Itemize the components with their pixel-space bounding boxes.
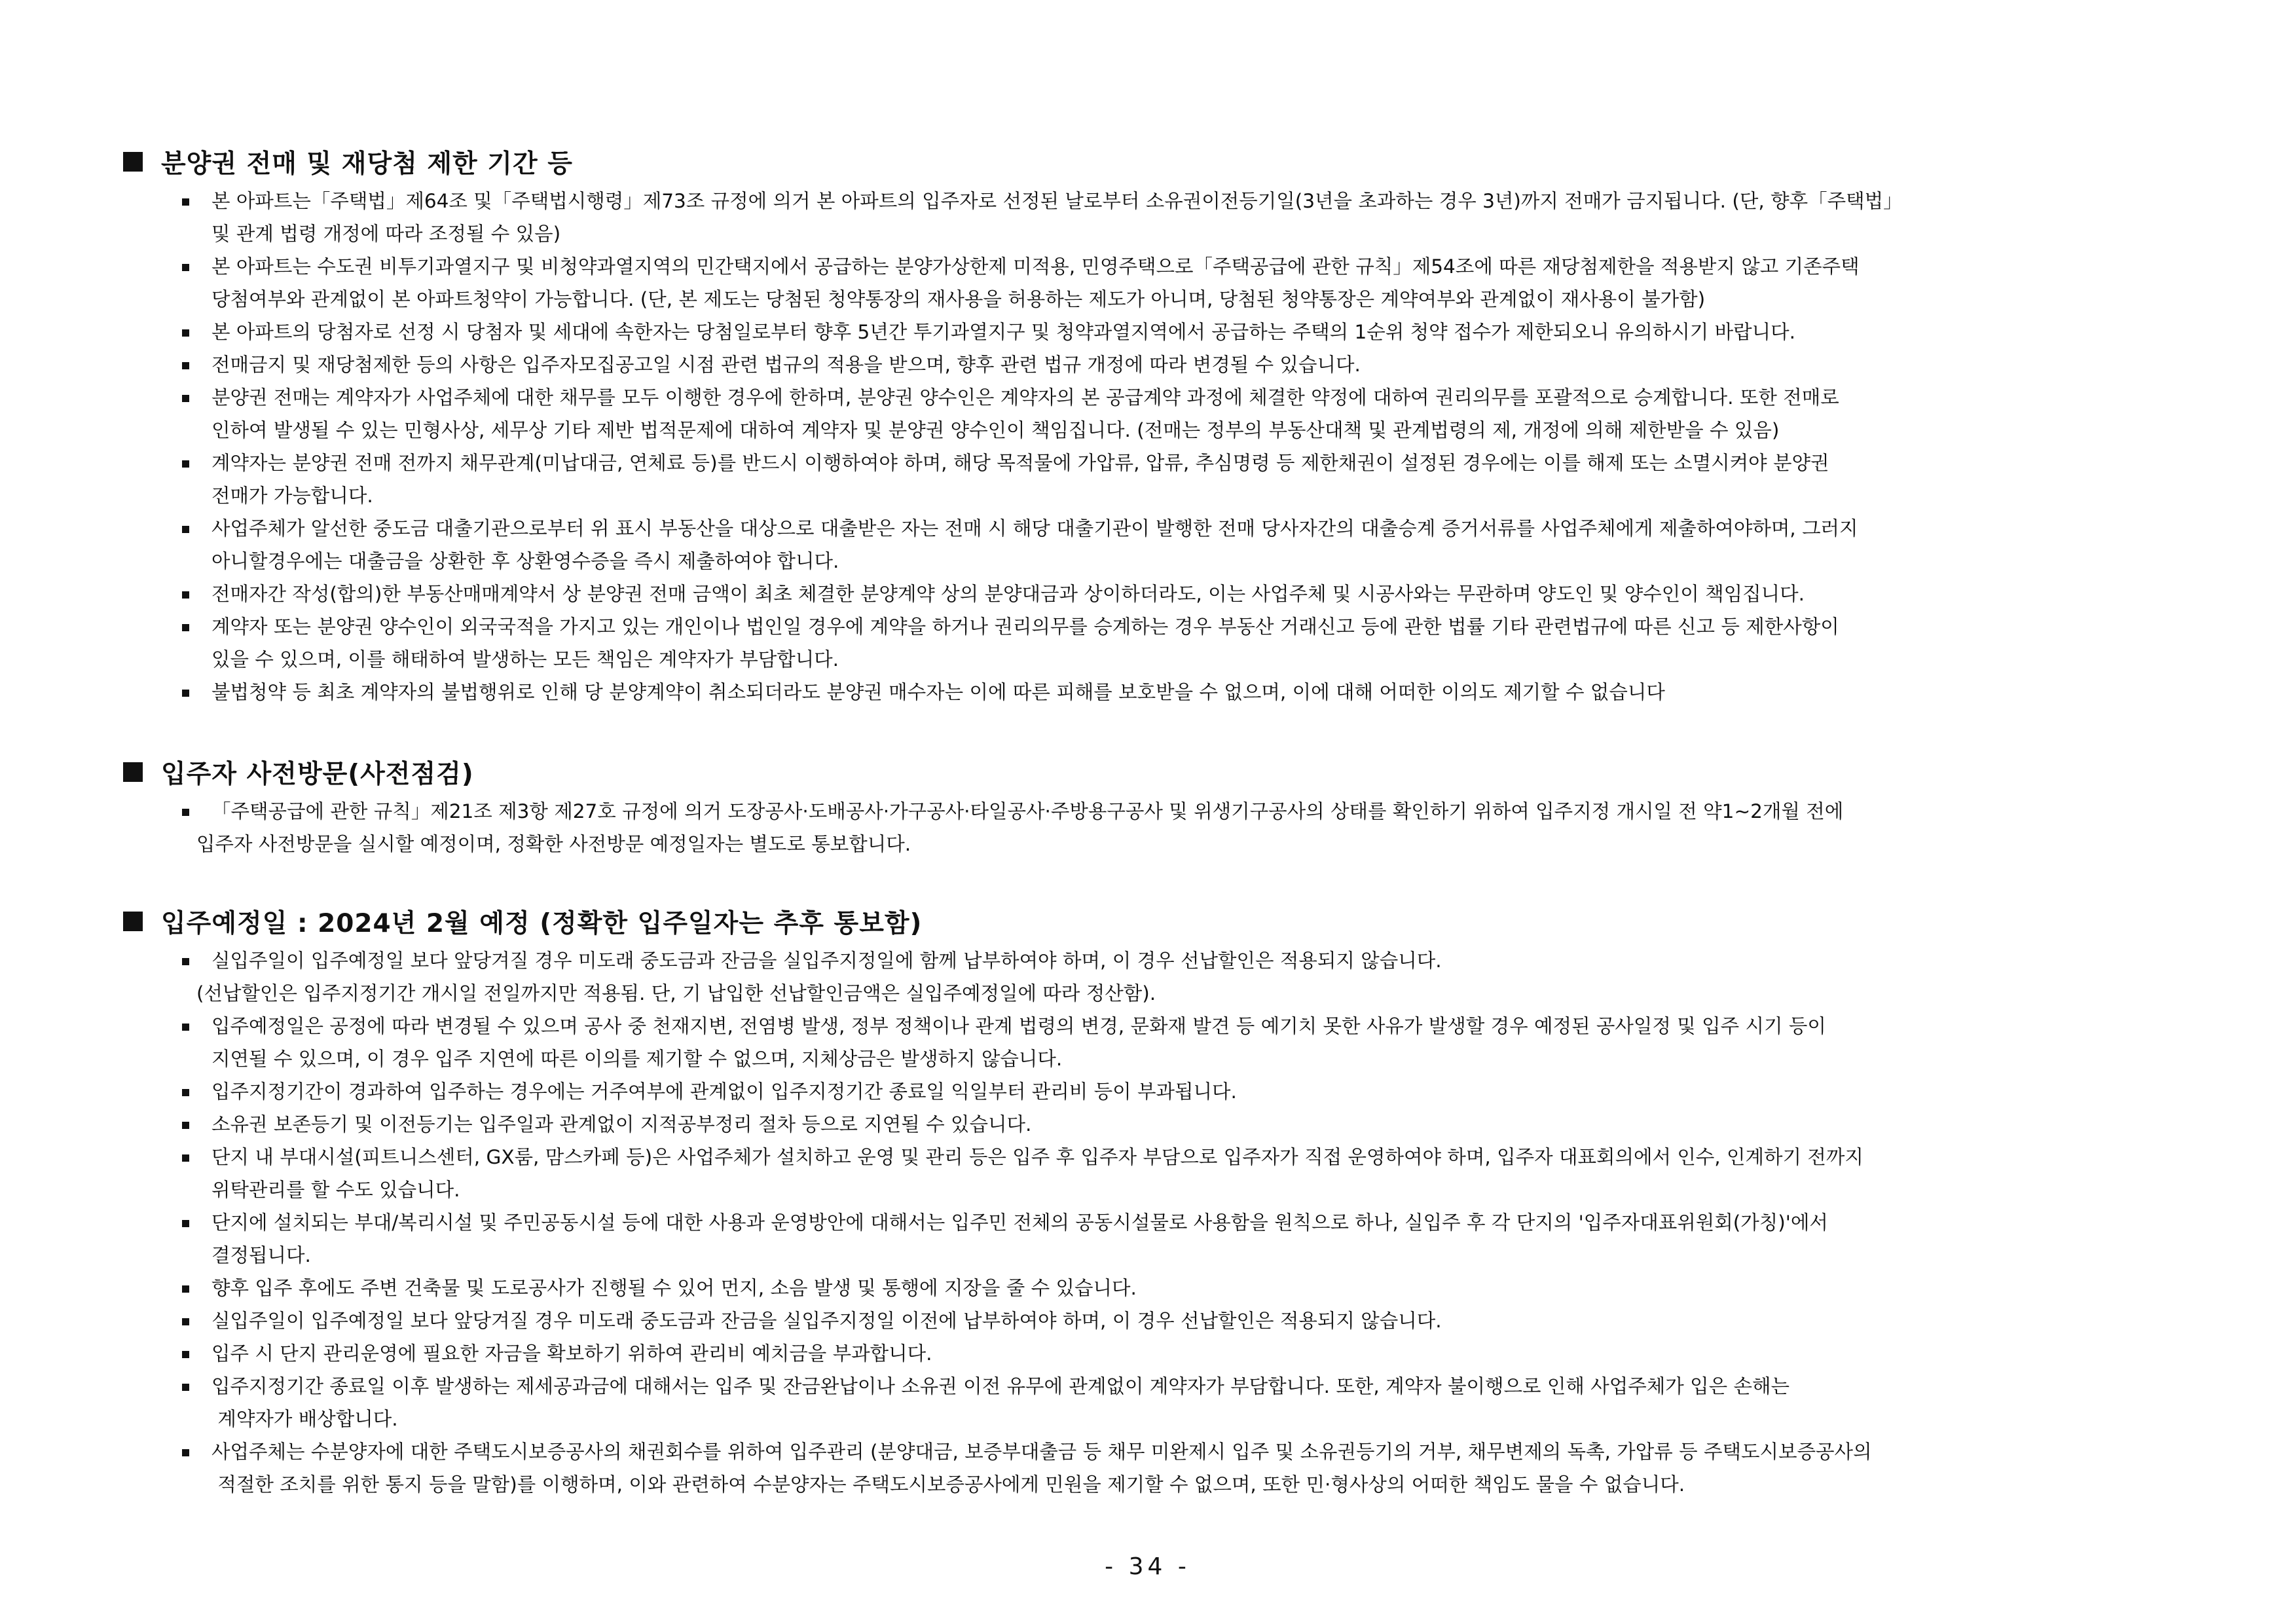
- item-text: 실입주일이 입주예정일 보다 앞당겨질 경우 미도래 중도금과 잔금을 실입주지정일 이전에 납부하여야 하며, 이 경우 선납할인은 적용되지 않습니다.: [211, 1310, 1442, 1332]
- section-list: [123, 185, 2225, 709]
- list-item: [123, 381, 2225, 447]
- section-title: 분양권 전매 및 재당첨 제한 기간 등: [161, 149, 573, 179]
- item-text: 인하여 발생될 수 있는 민형사상, 세무상 기타 제반 법적문제에 대하여 계약자 및 분양권 양수인이 책임집니다. (전매는 정부의 부동산대책 및 관계법령의 제, 개정에 의해 제한받을 수 있음): [211, 419, 1780, 441]
- bullet-icon: [182, 591, 189, 599]
- bullet-icon: [182, 264, 189, 271]
- item-text: 분양권 전매는 계약자가 사업주체에 대한 채무를 모두 이행한 경우에 한하며, 분양권 양수인은 계약자의 본 공급계약 과정에 체결한 약정에 대하여 권리의무를 포괄적으로 승계합니다. 또한 전매로: [211, 386, 1839, 409]
- square-bullet-icon: [123, 152, 143, 172]
- bullet-icon: [182, 526, 189, 533]
- bullet-icon: [182, 460, 189, 468]
- bullet-icon: [182, 809, 189, 816]
- item-text: 사업주체는 수분양자에 대한 주택도시보증공사의 채권회수를 위하여 입주관리 (분양대금, 보증부대출금 등 채무 미완제시 입주 및 소유권등기의 거부, 채무변제의 독촉, 가압류 등 주택도시보증공사의: [211, 1441, 1872, 1463]
- item-text: 적절한 조치를 위한 통지 등을 말함)를 이행하며, 이와 관련하여 수분양자는 주택도시보증공사에게 민원을 제기할 수 없으며, 또한 민·형사상의 어떠한 책임도 물을 수 없습니다.: [211, 1473, 1685, 1496]
- section-spacer: [123, 709, 2225, 749]
- list-item: [123, 447, 2225, 512]
- bullet-icon: [182, 198, 189, 206]
- item-text: 소유권 보존등기 및 이전등기는 입주일과 관계없이 지적공부정리 절차 등으로 지연될 수 있습니다.: [211, 1113, 1032, 1135]
- bullet-icon: [182, 1089, 189, 1096]
- item-text: 계약자가 배상합니다.: [211, 1408, 398, 1430]
- list-item: [123, 610, 2225, 676]
- item-text: 전매금지 및 재당첨제한 등의 사항은 입주자모집공고일 시점 관련 법규의 적용을 받으며, 향후 관련 법규 개정에 따라 변경될 수 있습니다.: [211, 354, 1361, 376]
- section-list: [123, 944, 2225, 1501]
- item-text: 본 아파트는「주택법」제64조 및「주택법시행령」제73조 규정에 의거 본 아파트의 입주자로 선정된 날로부터 소유권이전등기일(3년을 초과하는 경우 3년)까지 전매가 금지됩니다. (단, 향후「주택법」: [211, 190, 1903, 212]
- item-text: 계약자 또는 분양권 양수인이 외국국적을 가지고 있는 개인이나 법인일 경우에 계약을 하거나 권리의무를 승계하는 경우 부동산 거래신고 등에 관한 법률 기타 관련법규에 따른 신고 등 제한사항이: [211, 616, 1839, 638]
- section-spacer: [123, 860, 2225, 898]
- item-text: 결정됩니다.: [211, 1244, 311, 1266]
- item-text: 입주지정기간이 경과하여 입주하는 경우에는 거주여부에 관계없이 입주지정기간 종료일 익일부터 관리비 등이 부과됩니다.: [211, 1080, 1237, 1103]
- list-item: [123, 512, 2225, 578]
- item-text: 당첨여부와 관계없이 본 아파트청약이 가능합니다. (단, 본 제도는 당첨된 청약통장의 재사용을 허용하는 제도가 아니며, 당첨된 청약통장은 계약여부와 관계없이 재사용이 불가함): [211, 288, 1706, 310]
- bullet-icon: [182, 1220, 189, 1227]
- list-item: [123, 1337, 2225, 1370]
- bullet-icon: [182, 362, 189, 369]
- section-resale-restriction: [123, 139, 2225, 709]
- section-move-in-date: [123, 898, 2225, 1501]
- item-text: 입주지정기간 종료일 이후 발생하는 제세공과금에 대해서는 입주 및 잔금완납이나 소유권 이전 유무에 관계없이 계약자가 부담합니다. 또한, 계약자 불이행으로 인해 사업주체가 입은 손해는: [211, 1375, 1790, 1397]
- list-item: [123, 944, 2225, 977]
- item-text: 아니할경우에는 대출금을 상환한 후 상환영수증을 즉시 제출하여야 합니다.: [211, 550, 839, 572]
- item-text: 불법청약 등 최초 계약자의 불법행위로 인해 당 분양계약이 취소되더라도 분양권 매수자는 이에 따른 피해를 보호받을 수 없으며, 이에 대해 어떠한 이의도 제기할 수 없습니다: [211, 681, 1665, 703]
- item-text: 본 아파트는 수도권 비투기과열지구 및 비청약과열지역의 민간택지에서 공급하는 분양가상한제 미적용, 민영주택으로「주택공급에 관한 규칙」제54조에 따른 재당첨제한을 적용받지 않고 기존주택: [211, 255, 1860, 278]
- bullet-icon: [182, 690, 189, 697]
- item-text: 위탁관리를 할 수도 있습니다.: [211, 1179, 460, 1201]
- list-item: [123, 795, 2225, 860]
- section-title: 입주예정일 : 2024년 2월 예정 (정확한 입주일자는 추후 통보함): [161, 909, 923, 938]
- bullet-icon: [182, 1024, 189, 1031]
- document-page: [123, 139, 2225, 1501]
- square-bullet-icon: [123, 912, 143, 931]
- list-item: [123, 1435, 2225, 1501]
- section-heading: [123, 139, 2225, 185]
- list-item: [123, 185, 2225, 250]
- section-title: 입주자 사전방문(사전점검): [161, 760, 474, 789]
- page-number: - 34 -: [1105, 1553, 1190, 1580]
- list-item: [123, 1108, 2225, 1141]
- item-text: 입주자 사전방문을 실시할 예정이며, 정확한 사전방문 예정일자는 별도로 통보합니다.: [196, 833, 911, 855]
- item-text: 실입주일이 입주예정일 보다 앞당겨질 경우 미도래 중도금과 잔금을 실입주지정일에 함께 납부하여야 하며, 이 경우 선납할인은 적용되지 않습니다.: [211, 950, 1442, 972]
- list-item: [123, 250, 2225, 316]
- list-item: [123, 1304, 2225, 1337]
- item-text: 입주 시 단지 관리운영에 필요한 자금을 확보하기 위하여 관리비 예치금을 부과합니다.: [211, 1342, 932, 1365]
- section-list: [123, 795, 2225, 860]
- list-item: [123, 1010, 2225, 1075]
- list-item: [123, 578, 2225, 610]
- item-text: 있을 수 있으며, 이를 해태하여 발생하는 모든 책임은 계약자가 부담합니다.: [211, 648, 839, 671]
- section-pre-visit: [123, 749, 2225, 860]
- item-text: 지연될 수 있으며, 이 경우 입주 지연에 따른 이의를 제기할 수 없으며, 지체상금은 발생하지 않습니다.: [211, 1048, 1063, 1070]
- item-text: 단지 내 부대시설(피트니스센터, GX룸, 맘스카페 등)은 사업주체가 설치하고 운영 및 관리 등은 입주 후 입주자 부담으로 입주자가 직접 운영하여야 하며, 입주자 대표회의에서 인수, 인계하기 전까지: [211, 1146, 1864, 1168]
- item-text: 및 관계 법령 개정에 따라 조정될 수 있음): [211, 223, 561, 245]
- list-item: [123, 1141, 2225, 1206]
- bullet-icon: [182, 1154, 189, 1162]
- list-item: [123, 676, 2225, 709]
- bullet-icon: [182, 1384, 189, 1391]
- item-text: 전매자간 작성(합의)한 부동산매매계약서 상 분양권 전매 금액이 최초 체결한 분양계약 상의 분양대금과 상이하더라도, 이는 사업주체 및 시공사와는 무관하며 양도인 및 양수인이 책임집니다.: [211, 583, 1805, 605]
- list-item: [123, 348, 2225, 381]
- square-bullet-icon: [123, 762, 143, 782]
- section-heading: [123, 749, 2225, 795]
- bullet-icon: [182, 1318, 189, 1325]
- list-item: [123, 1370, 2225, 1435]
- item-text: 본 아파트의 당첨자로 선정 시 당첨자 및 세대에 속한자는 당첨일로부터 향후 5년간 투기과열지구 및 청약과열지역에서 공급하는 주택의 1순위 청약 접수가 제한되오니 유의하시기 바랍니다.: [211, 321, 1795, 343]
- bullet-icon: [182, 1122, 189, 1129]
- item-note: (선납할인은 입주지정기간 개시일 전일까지만 적용됨. 단, 기 납입한 선납할인금액은 실입주예정일에 따라 정산함).: [196, 982, 1156, 1005]
- item-text: 「주택공급에 관한 규칙」제21조 제3항 제27호 규정에 의거 도장공사·도배공사·가구공사·타일공사·주방용구공사 및 위생기구공사의 상태를 확인하기 위하여 입주지정 개시일 전 약1~2개월 전에: [211, 800, 1844, 822]
- bullet-icon: [182, 1285, 189, 1293]
- bullet-icon: [182, 1449, 189, 1456]
- bullet-icon: [182, 395, 189, 402]
- item-text: 계약자는 분양권 전매 전까지 채무관계(미납대금, 연체료 등)를 반드시 이행하여야 하며, 해당 목적물에 가압류, 압류, 추심명령 등 제한채권이 설정된 경우에는 이를 해제 또는 소멸시켜야 분양권: [211, 452, 1829, 474]
- list-item: [123, 1075, 2225, 1108]
- list-item: [123, 1272, 2225, 1304]
- bullet-icon: [182, 1351, 189, 1358]
- bullet-icon: [182, 958, 189, 965]
- bullet-icon: [182, 624, 189, 631]
- item-text: 전매가 가능합니다.: [211, 485, 373, 507]
- item-text: 향후 입주 후에도 주변 건축물 및 도로공사가 진행될 수 있어 먼지, 소음 발생 및 통행에 지장을 줄 수 있습니다.: [211, 1277, 1137, 1299]
- bullet-icon: [182, 329, 189, 337]
- item-text: 단지에 설치되는 부대/복리시설 및 주민공동시설 등에 대한 사용과 운영방안에 대해서는 입주민 전체의 공동시설물로 사용함을 원칙으로 하나, 실입주 후 각 단지의 '입주자대표위원회(가칭)'에서: [211, 1211, 1828, 1234]
- item-text: 입주예정일은 공정에 따라 변경될 수 있으며 공사 중 천재지변, 전염병 발생, 정부 정책이나 관계 법령의 변경, 문화재 발견 등 예기치 못한 사유가 발생할 경우 예정된 공사일정 및 입주 시기 등이: [211, 1015, 1826, 1037]
- section-heading: [123, 898, 2225, 944]
- list-item: [123, 1206, 2225, 1272]
- item-text: 사업주체가 알선한 중도금 대출기관으로부터 위 표시 부동산을 대상으로 대출받은 자는 전매 시 해당 대출기관이 발행한 전매 당사자간의 대출승계 증거서류를 사업주체에게 제출하여야하며, 그러지: [211, 517, 1858, 540]
- list-item: [123, 316, 2225, 348]
